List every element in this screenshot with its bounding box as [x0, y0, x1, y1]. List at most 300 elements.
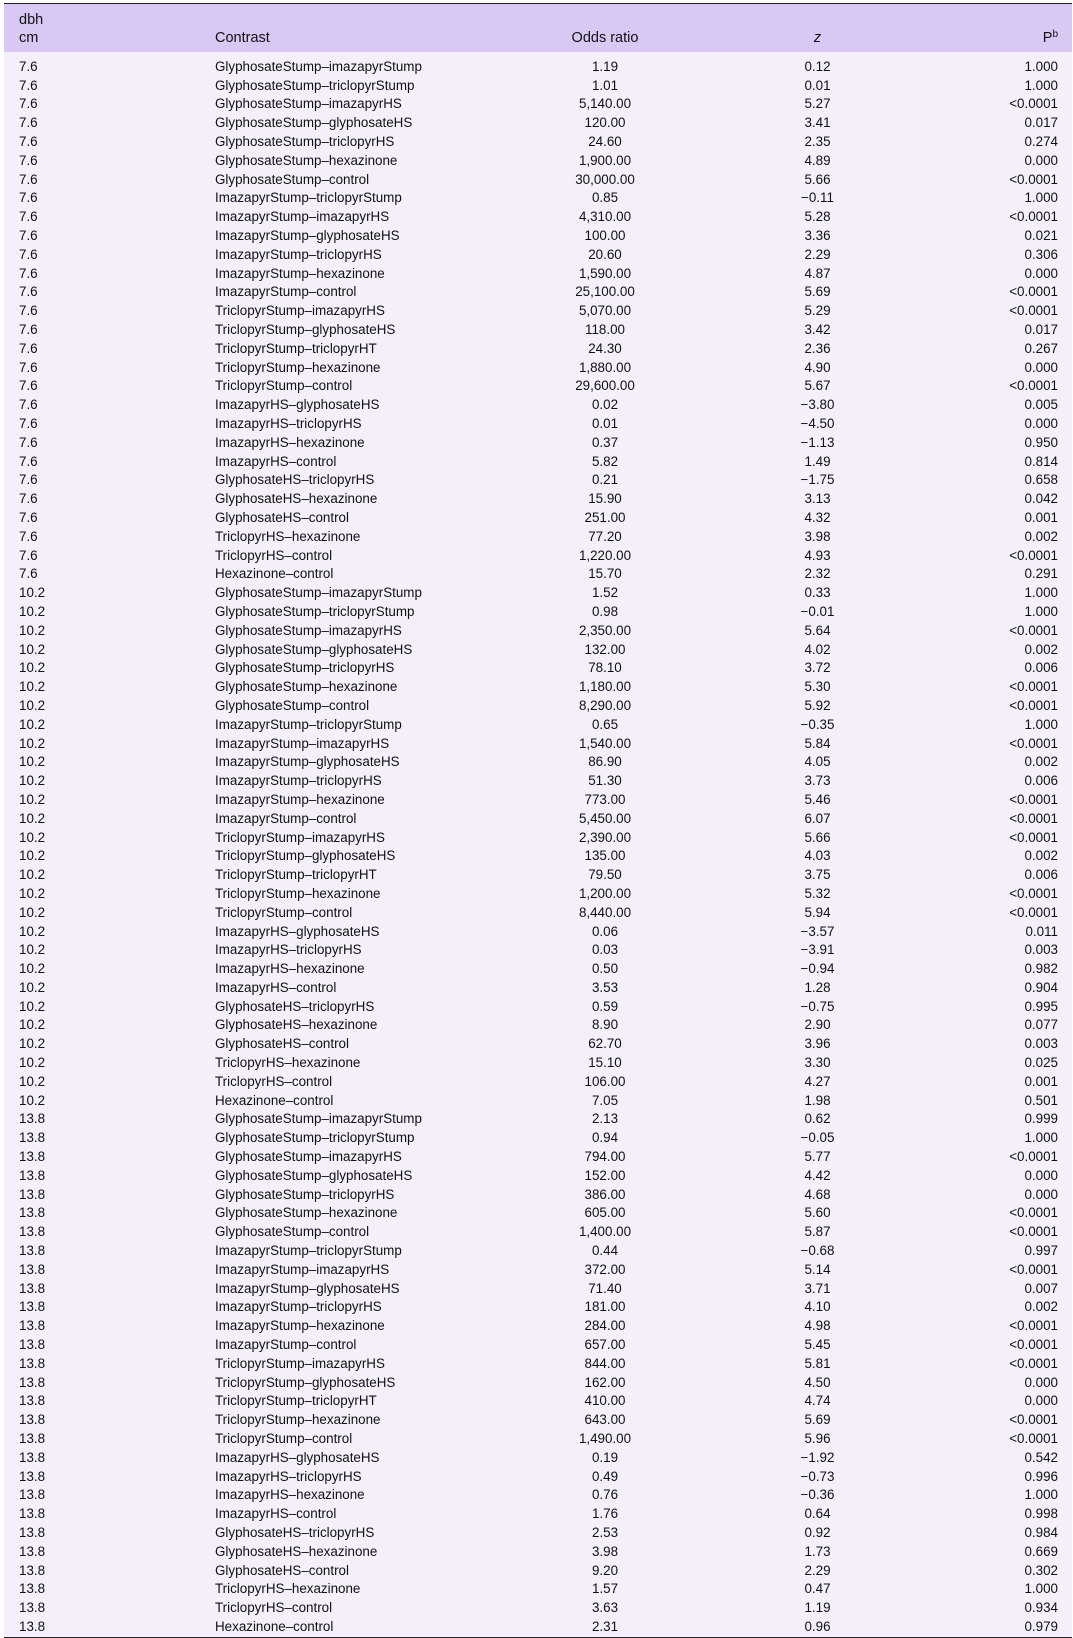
- table-row: [4, 1505, 1072, 1524]
- contrast-table: [4, 4, 1072, 1637]
- cell-z: 1.28: [804, 979, 831, 995]
- cell-odds-ratio: 0.50: [591, 961, 619, 977]
- table-row: [4, 1524, 1072, 1543]
- cell-z: 4.03: [804, 848, 831, 864]
- cell-dbh: 7.6: [19, 152, 38, 168]
- cell-p: <0.0001: [1009, 378, 1058, 394]
- table-row: [4, 95, 1072, 114]
- table-row: [4, 396, 1072, 415]
- cell-z: −1.75: [800, 472, 835, 488]
- table-row: [4, 358, 1072, 377]
- cell-odds-ratio: 5,140.00: [578, 96, 632, 112]
- cell-odds-ratio: 1.52: [591, 585, 619, 601]
- cell-z: −0.05: [800, 1130, 835, 1146]
- cell-odds-ratio: 0.02: [591, 397, 619, 413]
- cell-odds-ratio: 0.65: [591, 716, 619, 732]
- cell-contrast: GlyphosateHS–control: [215, 1036, 349, 1052]
- table-row: [4, 1054, 1072, 1073]
- cell-odds-ratio: 71.40: [588, 1280, 622, 1296]
- cell-z: 4.93: [804, 547, 831, 563]
- cell-contrast: ImazapyrHS–glyphosateHS: [215, 397, 380, 413]
- header-p: [940, 4, 1072, 52]
- cell-odds-ratio: 0.98: [591, 603, 619, 619]
- cell-odds-ratio: 29,600.00: [575, 378, 635, 394]
- table-row: [4, 847, 1072, 866]
- cell-odds-ratio: 0.44: [591, 1243, 619, 1259]
- cell-contrast: Hexazinone–control: [215, 1618, 334, 1634]
- cell-dbh: 7.6: [19, 303, 38, 319]
- table-row: [4, 415, 1072, 434]
- cell-p: 0.997: [1024, 1243, 1058, 1259]
- cell-dbh: 7.6: [19, 209, 38, 225]
- cell-p: <0.0001: [1009, 1431, 1058, 1447]
- table-row: [4, 227, 1072, 246]
- cell-p: 1.000: [1024, 716, 1058, 732]
- table-row: [4, 1016, 1072, 1035]
- cell-z: −3.91: [800, 942, 835, 958]
- table-row: [4, 283, 1072, 302]
- table-row: [4, 1167, 1072, 1186]
- cell-dbh: 13.8: [19, 1393, 46, 1409]
- cell-odds-ratio: 77.20: [588, 528, 622, 544]
- table-row: [4, 321, 1072, 340]
- cell-odds-ratio: 2,350.00: [578, 622, 632, 638]
- cell-z: −0.35: [800, 716, 835, 732]
- cell-dbh: 10.2: [19, 697, 46, 713]
- cell-dbh: 7.6: [19, 566, 38, 582]
- cell-dbh: 13.8: [19, 1543, 46, 1559]
- table-row: [4, 340, 1072, 359]
- cell-odds-ratio: 9.20: [591, 1562, 619, 1578]
- cell-contrast: TriclopyrStump–triclopyrHT: [215, 867, 377, 883]
- cell-dbh: 13.8: [19, 1487, 46, 1503]
- table-body: [4, 52, 1072, 1637]
- cell-p: <0.0001: [1009, 1337, 1058, 1353]
- cell-z: −3.80: [800, 397, 835, 413]
- cell-dbh: 10.2: [19, 867, 46, 883]
- cell-dbh: 10.2: [19, 1073, 46, 1089]
- cell-dbh: 13.8: [19, 1130, 46, 1146]
- cell-dbh: 13.8: [19, 1205, 46, 1221]
- table-row: [4, 1223, 1072, 1242]
- cell-dbh: 7.6: [19, 509, 38, 525]
- cell-dbh: 13.8: [19, 1355, 46, 1371]
- table-row: [4, 772, 1072, 791]
- cell-dbh: 13.8: [19, 1186, 46, 1202]
- cell-p: 0.306: [1024, 246, 1058, 262]
- cell-dbh: 10.2: [19, 773, 46, 789]
- cell-dbh: 13.8: [19, 1299, 46, 1315]
- cell-odds-ratio: 1,490.00: [578, 1431, 632, 1447]
- cell-dbh: 10.2: [19, 961, 46, 977]
- cell-contrast: GlyphosateStump–triclopyrStump: [215, 1130, 415, 1146]
- cell-contrast: ImazapyrStump–control: [215, 284, 357, 300]
- header-contrast: Contrast: [215, 30, 270, 46]
- cell-odds-ratio: 794.00: [584, 1149, 626, 1165]
- cell-p: 0.001: [1024, 509, 1058, 525]
- cell-dbh: 13.8: [19, 1167, 46, 1183]
- cell-odds-ratio: 1,900.00: [578, 152, 632, 168]
- cell-z: 5.30: [804, 679, 831, 695]
- cell-p: <0.0001: [1009, 791, 1058, 807]
- cell-dbh: 10.2: [19, 998, 46, 1014]
- cell-dbh: 7.6: [19, 340, 38, 356]
- cell-z: 2.29: [804, 246, 831, 262]
- cell-z: 5.32: [804, 885, 831, 901]
- cell-dbh: 10.2: [19, 1036, 46, 1052]
- cell-z: 4.02: [804, 641, 831, 657]
- cell-p: 0.000: [1024, 152, 1058, 168]
- cell-dbh: 10.2: [19, 923, 46, 939]
- cell-odds-ratio: 24.30: [588, 340, 622, 356]
- cell-dbh: 13.8: [19, 1468, 46, 1484]
- cell-contrast: ImazapyrStump–triclopyrStump: [215, 1243, 402, 1259]
- cell-contrast: ImazapyrHS–triclopyrHS: [215, 1468, 362, 1484]
- cell-contrast: ImazapyrHS–control: [215, 1506, 337, 1522]
- cell-p: 0.000: [1024, 1167, 1058, 1183]
- cell-p: 0.077: [1024, 1017, 1058, 1033]
- cell-odds-ratio: 386.00: [584, 1186, 626, 1202]
- cell-p: 0.000: [1024, 1393, 1058, 1409]
- cell-dbh: 10.2: [19, 585, 46, 601]
- table-row: [4, 1355, 1072, 1374]
- cell-contrast: TriclopyrStump–hexazinone: [215, 1412, 381, 1428]
- table-row: [4, 678, 1072, 697]
- cell-dbh: 7.6: [19, 59, 38, 74]
- cell-dbh: 7.6: [19, 397, 38, 413]
- table-header: [4, 4, 1072, 52]
- cell-contrast: TriclopyrStump–glyphosateHS: [215, 322, 396, 337]
- cell-contrast: ImazapyrStump–triclopyrStump: [215, 190, 402, 206]
- table-row: [4, 1392, 1072, 1411]
- cell-z: 5.29: [804, 303, 831, 319]
- cell-p: 0.042: [1024, 491, 1058, 507]
- cell-z: 4.27: [804, 1073, 831, 1089]
- table-row: [4, 1467, 1072, 1486]
- cell-z: 5.92: [804, 697, 831, 713]
- cell-dbh: 7.6: [19, 228, 38, 244]
- cell-odds-ratio: 0.76: [591, 1487, 619, 1503]
- cell-z: 4.90: [804, 359, 831, 375]
- cell-odds-ratio: 1.19: [591, 59, 619, 74]
- table-row: [4, 1561, 1072, 1580]
- cell-z: 2.36: [804, 340, 831, 356]
- cell-dbh: 13.8: [19, 1431, 46, 1447]
- cell-dbh: 10.2: [19, 810, 46, 826]
- cell-odds-ratio: 152.00: [584, 1167, 626, 1183]
- cell-odds-ratio: 2.13: [591, 1111, 619, 1127]
- cell-p: 0.000: [1024, 1186, 1058, 1202]
- cell-odds-ratio: 3.98: [591, 1543, 619, 1559]
- cell-p: 0.274: [1024, 134, 1058, 150]
- cell-z: −0.94: [800, 961, 835, 977]
- cell-contrast: ImazapyrHS–control: [215, 979, 337, 995]
- cell-odds-ratio: 0.94: [591, 1130, 619, 1146]
- table-row: [4, 152, 1072, 171]
- cell-odds-ratio: 0.03: [591, 942, 619, 958]
- cell-dbh: 10.2: [19, 979, 46, 995]
- cell-contrast: ImazapyrStump–triclopyrHS: [215, 246, 382, 262]
- cell-dbh: 7.6: [19, 265, 38, 281]
- table-row: [4, 603, 1072, 622]
- cell-z: 3.96: [804, 1036, 831, 1052]
- table-row: [4, 622, 1072, 641]
- cell-p: <0.0001: [1009, 1261, 1058, 1277]
- cell-odds-ratio: 25,100.00: [575, 284, 635, 300]
- cell-p: 0.982: [1024, 961, 1058, 977]
- cell-z: 3.30: [804, 1055, 831, 1071]
- cell-contrast: ImazapyrStump–glyphosateHS: [215, 1280, 400, 1296]
- cell-odds-ratio: 0.19: [591, 1449, 619, 1465]
- cell-p: <0.0001: [1009, 96, 1058, 112]
- cell-dbh: 13.8: [19, 1243, 46, 1259]
- cell-odds-ratio: 5,070.00: [578, 303, 632, 319]
- cell-dbh: 13.8: [19, 1506, 46, 1522]
- cell-z: 0.92: [804, 1525, 831, 1540]
- cell-contrast: GlyphosateStump–imazapyrHS: [215, 1149, 402, 1165]
- cell-odds-ratio: 251.00: [584, 509, 626, 525]
- cell-contrast: TriclopyrStump–imazapyrHS: [215, 829, 385, 845]
- cell-z: 3.73: [804, 773, 831, 789]
- cell-contrast: ImazapyrStump–hexazinone: [215, 791, 385, 807]
- cell-z: 3.98: [804, 528, 831, 544]
- cell-p: <0.0001: [1009, 547, 1058, 563]
- table-row: [4, 52, 1072, 77]
- cell-p: 0.002: [1024, 754, 1058, 770]
- table-row: [4, 1486, 1072, 1505]
- cell-z: 5.87: [804, 1224, 831, 1240]
- cell-contrast: GlyphosateStump–hexazinone: [215, 679, 398, 695]
- cell-z: 5.94: [804, 904, 831, 920]
- cell-z: −1.92: [800, 1449, 835, 1465]
- cell-p: <0.0001: [1009, 284, 1058, 300]
- cell-p: 0.021: [1024, 228, 1058, 244]
- cell-odds-ratio: 1,400.00: [578, 1224, 632, 1240]
- table-row: [4, 659, 1072, 678]
- cell-odds-ratio: 162.00: [584, 1374, 626, 1390]
- cell-dbh: 10.2: [19, 904, 46, 920]
- cell-z: 1.98: [804, 1092, 831, 1108]
- cell-dbh: 10.2: [19, 1017, 46, 1033]
- cell-z: 0.64: [804, 1506, 831, 1522]
- cell-z: 5.28: [804, 209, 831, 225]
- table-row: [4, 189, 1072, 208]
- cell-odds-ratio: 1.01: [591, 77, 619, 93]
- cell-contrast: TriclopyrStump–control: [215, 1431, 353, 1447]
- cell-contrast: GlyphosateStump–triclopyrHS: [215, 134, 395, 150]
- cell-z: 5.27: [804, 96, 831, 112]
- cell-z: 2.90: [804, 1017, 831, 1033]
- cell-dbh: 10.2: [19, 848, 46, 864]
- cell-contrast: TriclopyrStump–hexazinone: [215, 359, 381, 375]
- table-row: [4, 114, 1072, 133]
- header-p-footnote: b: [1052, 29, 1058, 40]
- cell-dbh: 7.6: [19, 115, 38, 131]
- cell-dbh: 7.6: [19, 434, 38, 450]
- cell-p: <0.0001: [1009, 697, 1058, 713]
- cell-contrast: ImazapyrStump–imazapyrHS: [215, 1261, 390, 1277]
- cell-z: −4.50: [800, 415, 835, 431]
- cell-odds-ratio: 24.60: [588, 134, 622, 150]
- cell-dbh: 10.2: [19, 942, 46, 958]
- cell-z: 5.45: [804, 1337, 831, 1353]
- cell-p: 0.984: [1024, 1525, 1058, 1540]
- cell-dbh: 7.6: [19, 547, 38, 563]
- cell-odds-ratio: 5.82: [591, 453, 619, 469]
- cell-dbh: 10.2: [19, 829, 46, 845]
- cell-dbh: 10.2: [19, 791, 46, 807]
- cell-contrast: GlyphosateStump–imazapyrStump: [215, 59, 422, 74]
- cell-dbh: 13.8: [19, 1374, 46, 1390]
- cell-p: 0.002: [1024, 1299, 1058, 1315]
- cell-contrast: ImazapyrStump–glyphosateHS: [215, 228, 400, 244]
- cell-contrast: GlyphosateStump–imazapyrStump: [215, 585, 422, 601]
- cell-dbh: 13.8: [19, 1111, 46, 1127]
- table-row: [4, 1449, 1072, 1468]
- cell-contrast: TriclopyrStump–control: [215, 378, 353, 394]
- cell-dbh: 10.2: [19, 1055, 46, 1071]
- cell-p: <0.0001: [1009, 209, 1058, 225]
- cell-dbh: 13.8: [19, 1318, 46, 1334]
- cell-odds-ratio: 2.53: [591, 1525, 619, 1540]
- table-row: [4, 246, 1072, 265]
- cell-p: <0.0001: [1009, 829, 1058, 845]
- cell-p: <0.0001: [1009, 885, 1058, 901]
- cell-contrast: ImazapyrStump–triclopyrStump: [215, 716, 402, 732]
- cell-p: 1.000: [1024, 1581, 1058, 1597]
- table-row: [4, 471, 1072, 490]
- cell-z: −0.68: [800, 1243, 835, 1259]
- cell-p: 1.000: [1024, 1130, 1058, 1146]
- cell-z: 4.32: [804, 509, 831, 525]
- cell-z: 0.33: [804, 585, 831, 601]
- cell-dbh: 7.6: [19, 284, 38, 300]
- table-row: [4, 1035, 1072, 1054]
- cell-dbh: 13.8: [19, 1149, 46, 1165]
- table-row: [4, 866, 1072, 885]
- cell-odds-ratio: 181.00: [584, 1299, 626, 1315]
- cell-odds-ratio: 78.10: [588, 660, 622, 676]
- cell-odds-ratio: 0.21: [591, 472, 619, 488]
- cell-contrast: GlyphosateHS–triclopyrHS: [215, 472, 375, 488]
- cell-p: 1.000: [1024, 77, 1058, 93]
- cell-p: <0.0001: [1009, 1355, 1058, 1371]
- cell-contrast: TriclopyrHS–hexazinone: [215, 528, 361, 544]
- cell-z: 0.62: [804, 1111, 831, 1127]
- cell-p: 0.006: [1024, 773, 1058, 789]
- cell-dbh: 7.6: [19, 491, 38, 507]
- table-row: [4, 1580, 1072, 1599]
- cell-z: 0.96: [804, 1618, 831, 1634]
- cell-odds-ratio: 8,290.00: [578, 697, 632, 713]
- cell-z: 4.50: [804, 1374, 831, 1390]
- cell-p: <0.0001: [1009, 1224, 1058, 1240]
- cell-p: <0.0001: [1009, 1205, 1058, 1221]
- table-row: [4, 1186, 1072, 1205]
- cell-odds-ratio: 0.06: [591, 923, 619, 939]
- cell-odds-ratio: 4,310.00: [578, 209, 632, 225]
- cell-z: 5.81: [804, 1355, 831, 1371]
- cell-p: 0.011: [1025, 923, 1058, 939]
- cell-odds-ratio: 7.05: [591, 1092, 619, 1108]
- table-row: [4, 1298, 1072, 1317]
- table-row: [4, 170, 1072, 189]
- cell-p: 0.002: [1024, 641, 1058, 657]
- cell-odds-ratio: 132.00: [584, 641, 626, 657]
- cell-odds-ratio: 20.60: [588, 246, 622, 262]
- cell-p: <0.0001: [1009, 303, 1058, 319]
- cell-contrast: GlyphosateStump–glyphosateHS: [215, 115, 413, 131]
- cell-odds-ratio: 79.50: [588, 867, 622, 883]
- cell-z: 1.73: [804, 1543, 831, 1559]
- cell-p: 0.005: [1024, 397, 1058, 413]
- cell-z: 5.66: [804, 171, 831, 187]
- cell-dbh: 7.6: [19, 190, 38, 206]
- cell-odds-ratio: 0.01: [591, 415, 619, 431]
- cell-dbh: 10.2: [19, 641, 46, 657]
- cell-odds-ratio: 284.00: [584, 1318, 626, 1334]
- cell-contrast: Hexazinone–control: [215, 1092, 334, 1108]
- table-row: [4, 922, 1072, 941]
- table-row: [4, 133, 1072, 152]
- cell-dbh: 13.8: [19, 1337, 46, 1353]
- cell-contrast: ImazapyrHS–control: [215, 453, 337, 469]
- cell-p: 1.000: [1024, 190, 1058, 206]
- cell-contrast: TriclopyrStump–triclopyrHT: [215, 1393, 377, 1409]
- cell-dbh: 7.6: [19, 96, 38, 112]
- table-row: [4, 528, 1072, 547]
- cell-odds-ratio: 2.31: [591, 1618, 619, 1634]
- table-row: [4, 697, 1072, 716]
- cell-dbh: 7.6: [19, 415, 38, 431]
- cell-contrast: ImazapyrHS–hexazinone: [215, 1487, 365, 1503]
- cell-dbh: 7.6: [19, 322, 38, 337]
- cell-contrast: GlyphosateStump–hexazinone: [215, 1205, 398, 1221]
- table-row: [4, 1430, 1072, 1449]
- header-z: z: [813, 30, 822, 46]
- cell-contrast: ImazapyrStump–imazapyrHS: [215, 209, 390, 225]
- cell-dbh: 10.2: [19, 754, 46, 770]
- cell-contrast: GlyphosateHS–triclopyrHS: [215, 998, 375, 1014]
- cell-p: 0.291: [1024, 566, 1058, 582]
- table-row: [4, 1092, 1072, 1111]
- cell-p: 0.996: [1024, 1468, 1058, 1484]
- cell-z: 5.69: [804, 284, 831, 300]
- cell-dbh: 7.6: [19, 528, 38, 544]
- cell-z: 4.87: [804, 265, 831, 281]
- cell-z: 5.69: [804, 1412, 831, 1428]
- table-row: [4, 1373, 1072, 1392]
- cell-p: 0.267: [1024, 340, 1058, 356]
- cell-z: 4.05: [804, 754, 831, 770]
- cell-odds-ratio: 5,450.00: [578, 810, 632, 826]
- table-row: [4, 509, 1072, 528]
- cell-z: −0.01: [800, 603, 835, 619]
- cell-p: <0.0001: [1009, 622, 1058, 638]
- cell-contrast: ImazapyrHS–triclopyrHS: [215, 942, 362, 958]
- table-row: [4, 716, 1072, 735]
- header-dbh-unit: cm: [19, 30, 39, 46]
- cell-contrast: GlyphosateStump–triclopyrStump: [215, 603, 415, 619]
- table-row: [4, 998, 1072, 1017]
- cell-z: 5.66: [804, 829, 831, 845]
- table-row: [4, 1242, 1072, 1261]
- cell-odds-ratio: 15.10: [588, 1055, 622, 1071]
- cell-contrast: GlyphosateStump–triclopyrHS: [215, 1186, 395, 1202]
- cell-z: 0.12: [804, 59, 831, 74]
- cell-z: 5.14: [804, 1261, 831, 1277]
- cell-contrast: GlyphosateStump–triclopyrStump: [215, 77, 415, 93]
